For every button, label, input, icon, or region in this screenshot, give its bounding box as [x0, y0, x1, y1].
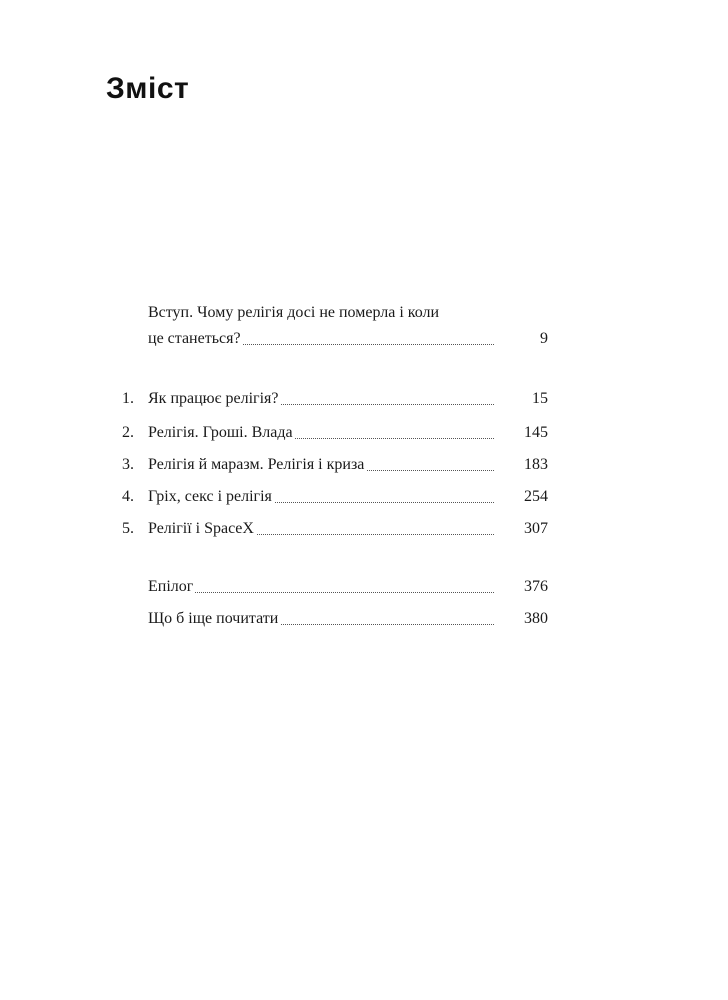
toc-entry-chapter-2: [0, 424, 728, 446]
toc-entry-chapter-3: [0, 456, 728, 478]
toc-entry-epilogue: [0, 578, 728, 600]
chapter-title: Релігія й маразм. Релігія і криза: [148, 456, 365, 473]
chapter-number: 4.: [122, 488, 134, 505]
page-number: 380: [524, 610, 548, 627]
toc-entry-chapter-1: [0, 390, 728, 412]
backmatter-title: Епілог: [148, 578, 194, 595]
backmatter-title: Що б іще почитати: [148, 610, 279, 627]
dot-leader: [148, 592, 494, 593]
chapter-number: 1.: [122, 390, 134, 407]
chapter-title: Релігії і SpaceX: [148, 520, 254, 537]
page-number: 376: [524, 578, 548, 595]
page-number: 9: [540, 330, 548, 347]
page-number: 254: [524, 488, 548, 505]
toc-entry-further-reading: [0, 610, 728, 632]
toc-entry-chapter-5: [0, 520, 728, 542]
page-number: 15: [532, 390, 548, 407]
intro-title-line1: Вступ. Чому релігія досі не померла і коли: [148, 304, 440, 321]
intro-title-line2: це станеться?: [148, 330, 241, 347]
page-title: Зміст: [106, 72, 190, 105]
page-number: 183: [524, 456, 548, 473]
chapter-title: Гріх, секс і релігія: [148, 488, 272, 505]
toc-entry-intro: [0, 330, 728, 352]
chapter-number: 5.: [122, 520, 134, 537]
page-number: 307: [524, 520, 548, 537]
chapter-title: Релігія. Гроші. Влада: [148, 424, 293, 441]
page-number: 145: [524, 424, 548, 441]
chapter-number: 3.: [122, 456, 134, 473]
chapter-title: Як працює релігія?: [148, 390, 279, 407]
chapter-number: 2.: [122, 424, 134, 441]
toc-entry-chapter-4: [0, 488, 728, 510]
